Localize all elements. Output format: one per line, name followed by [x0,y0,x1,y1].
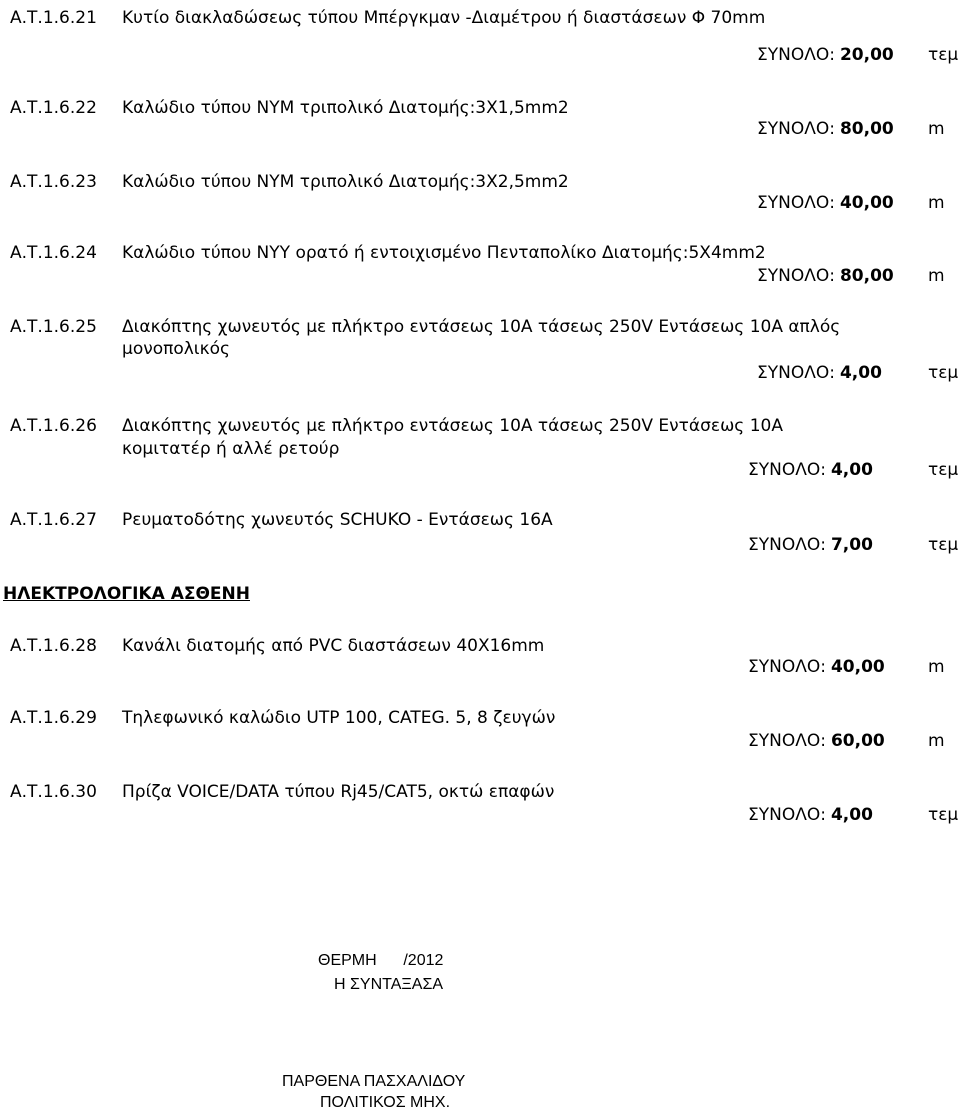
item-code: Α.Τ.1.6.22 [10,98,97,118]
item-total [757,118,894,140]
item-total [757,44,894,66]
item-code: Α.Τ.1.6.26 [10,416,97,436]
section-heading: ΗΛΕΚΤΡΟΛΟΓΙΚΑ ΑΣΘΕΝΗ [3,584,250,604]
total-value: 4,00 [830,460,873,480]
place-date: ΘΕΡΜΗ /2012 [318,952,444,969]
total-label: ΣΥΝΟΛΟ: [748,657,826,677]
total-label: ΣΥΝΟΛΟ: [748,535,826,555]
item-unit: m [928,193,945,213]
item-total [748,459,873,481]
item-code: Α.Τ.1.6.23 [10,172,97,192]
item-code: Α.Τ.1.6.25 [10,317,97,337]
item-description: Διακόπτης χωνευτός με πλήκτρο εντάσεως 10Α τάσεως 250V Εντάσεως 10Α [122,416,783,436]
total-value: 40,00 [839,193,894,213]
total-value: 4,00 [839,363,882,383]
item-total [748,534,873,556]
item-description: Ρευματοδότης χωνευτός SCHUKO - Εντάσεως 16Α [122,510,553,530]
item-unit: τεμ [928,363,959,383]
item-code: Α.Τ.1.6.29 [10,708,97,728]
item-description-continued: κομιτατέρ ή αλλέ ρετούρ [122,439,340,459]
total-label: ΣΥΝΟΛΟ: [757,266,835,286]
item-description: Καλώδιο τύπου ΝΥΥ ορατό ή εντοιχισμένο Πενταπολίκο Διατομής:5Χ4mm2 [122,243,766,263]
item-total [748,804,873,826]
item-total [757,362,882,384]
item-unit: τεμ [928,460,959,480]
total-label: ΣΥΝΟΛΟ: [748,731,826,751]
item-description: Τηλεφωνικό καλώδιο UTP 100, CATEG. 5, 8 ζευγών [122,708,556,728]
item-description: Καλώδιο τύπου ΝΥΜ τριπολικό Διατομής:3Χ2,5mm2 [122,172,569,192]
signatory-name: ΠΑΡΘΕΝΑ ΠΑΣΧΑΛΙΔΟΥ [282,1073,466,1090]
total-label: ΣΥΝΟΛΟ: [757,193,835,213]
item-unit: m [928,657,945,677]
item-description: Πρίζα VOICE/DATA τύπου Rj45/CAT5, οκτώ επαφών [122,782,555,802]
total-value: 20,00 [839,45,894,65]
total-value: 4,00 [830,805,873,825]
total-label: ΣΥΝΟΛΟ: [757,363,835,383]
item-code: Α.Τ.1.6.27 [10,510,97,530]
item-unit: τεμ [928,45,959,65]
signatory-role: Η ΣΥΝΤΑΞΑΣΑ [334,976,444,993]
item-total [748,656,885,678]
item-description: Καλώδιο τύπου ΝΥΜ τριπολικό Διατομής:3Χ1,5mm2 [122,98,569,118]
item-code: Α.Τ.1.6.30 [10,782,97,802]
total-label: ΣΥΝΟΛΟ: [757,119,835,139]
total-value: 60,00 [830,731,885,751]
total-label: ΣΥΝΟΛΟ: [748,805,826,825]
item-code: Α.Τ.1.6.28 [10,636,97,656]
item-description: Κανάλι διατομής από PVC διαστάσεων 40Χ16mm [122,636,545,656]
total-value: 7,00 [830,535,873,555]
item-total [757,192,894,214]
total-value: 40,00 [830,657,885,677]
item-unit: τεμ [928,535,959,555]
item-code: Α.Τ.1.6.24 [10,243,97,263]
item-unit: τεμ [928,805,959,825]
item-total [757,265,894,287]
total-value: 80,00 [839,266,894,286]
item-description: Διακόπτης χωνευτός με πλήκτρο εντάσεως 10Α τάσεως 250V Εντάσεως 10Α απλός [122,317,841,337]
total-value: 80,00 [839,119,894,139]
item-code: Α.Τ.1.6.21 [10,8,97,28]
item-unit: m [928,731,945,751]
signatory-title: ΠΟΛΙΤΙΚΟΣ ΜΗΧ. [320,1094,451,1111]
item-description-continued: μονοπολικός [122,339,230,359]
total-label: ΣΥΝΟΛΟ: [757,45,835,65]
item-description: Κυτίο διακλαδώσεως τύπου Μπέργκμαν -Διαμέτρου ή διαστάσεων Φ 70mm [122,8,766,28]
item-unit: m [928,266,945,286]
item-unit: m [928,119,945,139]
item-total [748,730,885,752]
total-label: ΣΥΝΟΛΟ: [748,460,826,480]
